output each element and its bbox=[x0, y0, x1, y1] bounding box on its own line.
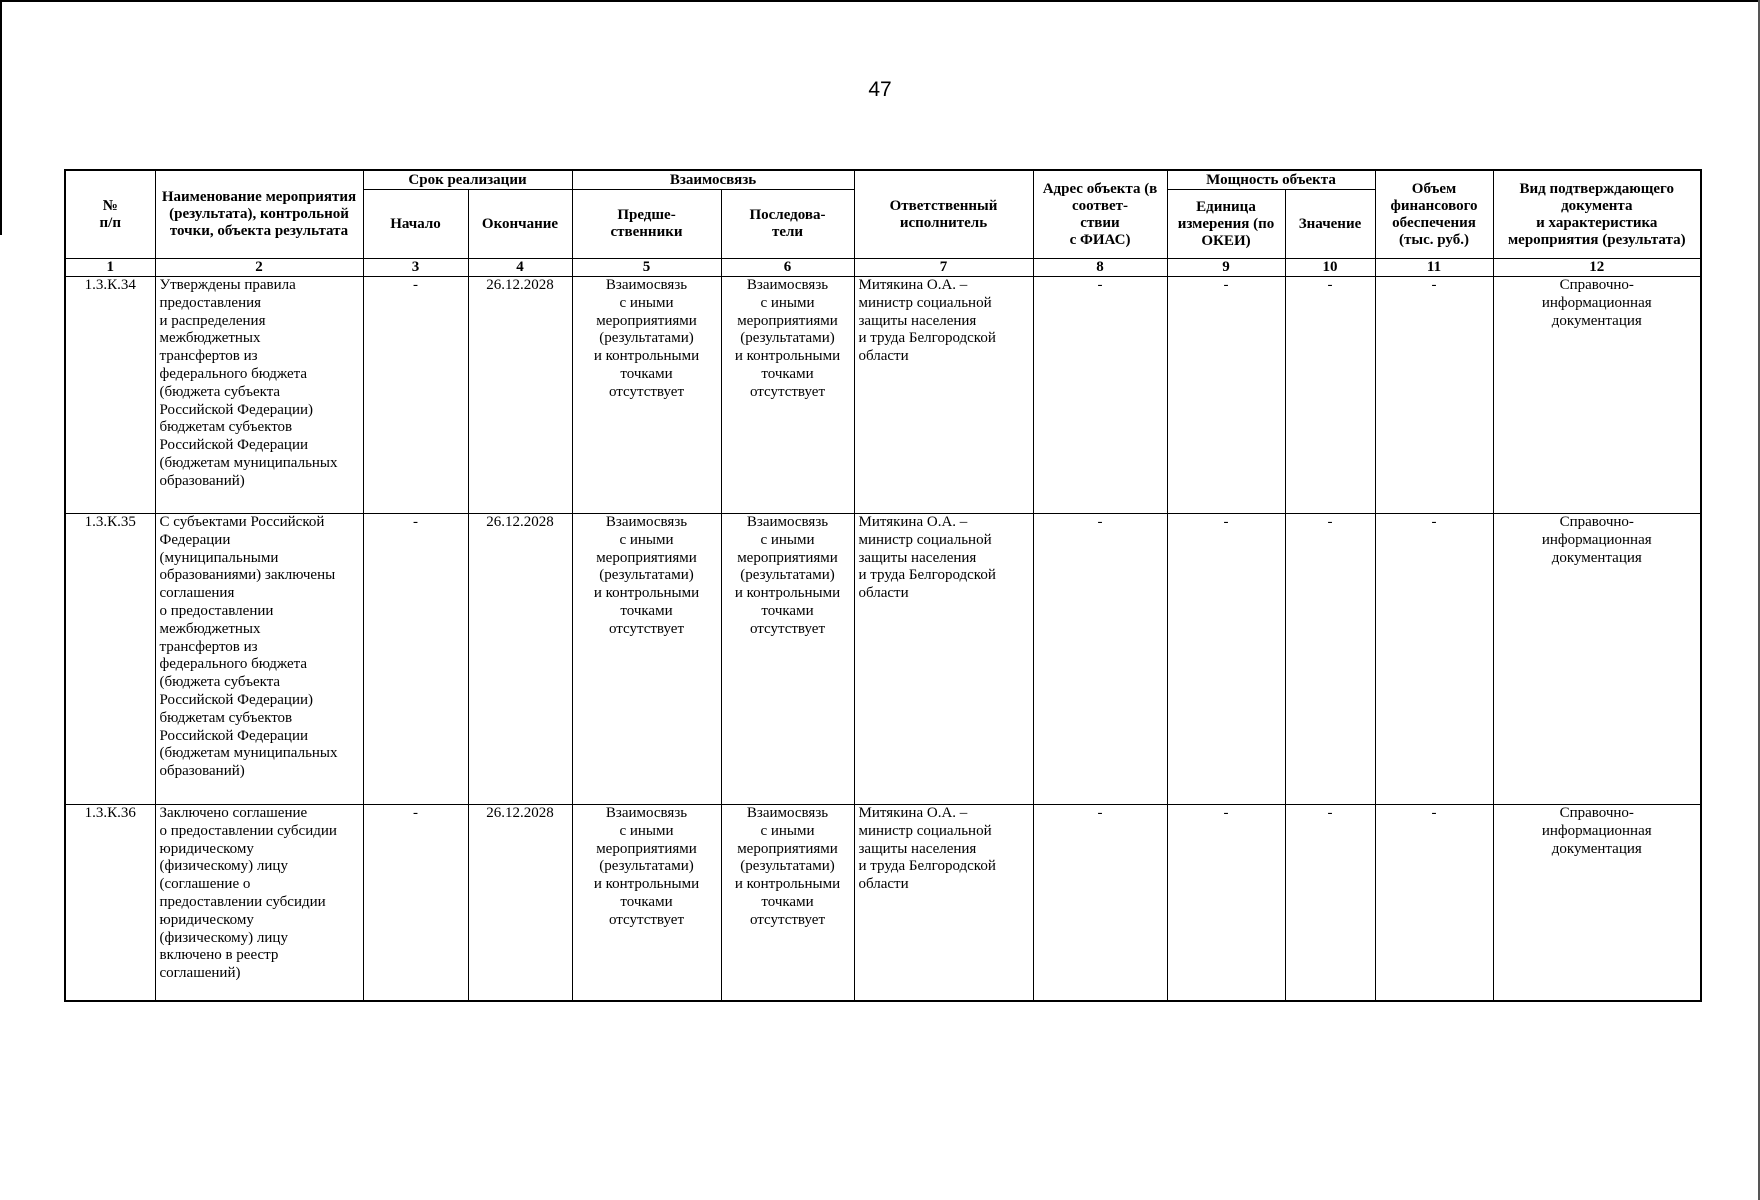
page-border-top bbox=[0, 0, 1760, 2]
header-end: Окончание bbox=[468, 190, 572, 259]
row-finance: - bbox=[1375, 514, 1493, 805]
column-number: 4 bbox=[468, 259, 572, 277]
header-predecessors: Предше- ственники bbox=[572, 190, 721, 259]
page-number: 47 bbox=[868, 78, 892, 101]
row-doc-type: Справочно- информационная документация bbox=[1493, 805, 1701, 1002]
row-unit: - bbox=[1167, 805, 1285, 1002]
column-number: 6 bbox=[721, 259, 854, 277]
row-unit: - bbox=[1167, 277, 1285, 514]
row-finance: - bbox=[1375, 277, 1493, 514]
table-row bbox=[65, 805, 1701, 1002]
column-number: 12 bbox=[1493, 259, 1701, 277]
header-value: Значение bbox=[1285, 190, 1375, 259]
column-number: 5 bbox=[572, 259, 721, 277]
row-responsible: Митякина О.А. – министр социальной защиты населения и труда Белгородской области bbox=[854, 514, 1033, 805]
column-numbers-row bbox=[65, 259, 1701, 277]
header-finance: Объем финансового обеспечения (тыс. руб.) bbox=[1375, 170, 1493, 259]
row-end: 26.12.2028 bbox=[468, 514, 572, 805]
row-predecessors: Взаимосвязь с иными мероприятиями (результатами) и контрольными точками отсутствует bbox=[572, 277, 721, 514]
row-id: 1.3.К.35 bbox=[65, 514, 155, 805]
header-responsible: Ответственный исполнитель bbox=[854, 170, 1033, 259]
header-term-group: Срок реализации bbox=[363, 170, 572, 190]
column-number: 10 bbox=[1285, 259, 1375, 277]
row-successors: Взаимосвязь с иными мероприятиями (результатами) и контрольными точками отсутствует bbox=[721, 277, 854, 514]
row-successors: Взаимосвязь с иными мероприятиями (результатами) и контрольными точками отсутствует bbox=[721, 805, 854, 1002]
column-number: 9 bbox=[1167, 259, 1285, 277]
row-predecessors: Взаимосвязь с иными мероприятиями (результатами) и контрольными точками отсутствует bbox=[572, 514, 721, 805]
row-end: 26.12.2028 bbox=[468, 805, 572, 1002]
row-start: - bbox=[363, 277, 468, 514]
row-responsible: Митякина О.А. – министр социальной защиты населения и труда Белгородской области bbox=[854, 805, 1033, 1002]
header-successors: Последова- тели bbox=[721, 190, 854, 259]
column-number: 11 bbox=[1375, 259, 1493, 277]
row-start: - bbox=[363, 805, 468, 1002]
table-row bbox=[65, 514, 1701, 805]
header-link-group: Взаимосвязь bbox=[572, 170, 854, 190]
row-successors: Взаимосвязь с иными мероприятиями (результатами) и контрольными точками отсутствует bbox=[721, 514, 854, 805]
row-address: - bbox=[1033, 805, 1167, 1002]
column-number: 2 bbox=[155, 259, 363, 277]
row-value: - bbox=[1285, 514, 1375, 805]
column-number: 8 bbox=[1033, 259, 1167, 277]
row-predecessors: Взаимосвязь с иными мероприятиями (результатами) и контрольными точками отсутствует bbox=[572, 805, 721, 1002]
header-capacity-group: Мощность объекта bbox=[1167, 170, 1375, 190]
table-body bbox=[65, 277, 1701, 1002]
row-address: - bbox=[1033, 277, 1167, 514]
row-value: - bbox=[1285, 805, 1375, 1002]
header-num: № п/п bbox=[65, 170, 155, 259]
column-number: 3 bbox=[363, 259, 468, 277]
column-number: 1 bbox=[65, 259, 155, 277]
row-doc-type: Справочно- информационная документация bbox=[1493, 277, 1701, 514]
row-name: Утверждены правила предоставления и распределения межбюджетных трансфертов из федерального бюджета (бюджета субъекта Российской Федерации) бюджетам субъектов Российской Федерации (бюджетам муниципальных образований) bbox=[155, 277, 363, 514]
header-address: Адрес объекта (в соответ- ствии с ФИАС) bbox=[1033, 170, 1167, 259]
row-finance: - bbox=[1375, 805, 1493, 1002]
page-border-left bbox=[0, 0, 2, 235]
table-header bbox=[65, 170, 1701, 277]
row-doc-type: Справочно- информационная документация bbox=[1493, 514, 1701, 805]
column-number: 7 bbox=[854, 259, 1033, 277]
row-id: 1.3.К.34 bbox=[65, 277, 155, 514]
row-value: - bbox=[1285, 277, 1375, 514]
header-start: Начало bbox=[363, 190, 468, 259]
row-name: С субъектами Российской Федерации (муниципальными образованиями) заключены соглашения о предоставлении межбюджетных трансфертов из федерального бюджета (бюджета субъекта Российской Федерации) бюджетам субъектов Российской Федерации (бюджетам муниципальных образований) bbox=[155, 514, 363, 805]
row-id: 1.3.К.36 bbox=[65, 805, 155, 1002]
row-end: 26.12.2028 bbox=[468, 277, 572, 514]
table-row bbox=[65, 277, 1701, 514]
plan-table bbox=[64, 169, 1702, 1002]
row-address: - bbox=[1033, 514, 1167, 805]
row-responsible: Митякина О.А. – министр социальной защиты населения и труда Белгородской области bbox=[854, 277, 1033, 514]
header-unit: Единица измерения (по ОКЕИ) bbox=[1167, 190, 1285, 259]
row-name: Заключено соглашение о предоставлении субсидии юридическому (физическому) лицу (соглашение о предоставлении субсидии юридическому (физическому) лицу включено в реестр соглашений) bbox=[155, 805, 363, 1002]
row-unit: - bbox=[1167, 514, 1285, 805]
row-start: - bbox=[363, 514, 468, 805]
header-name: Наименование мероприятия (результата), контрольной точки, объекта результата bbox=[155, 170, 363, 259]
header-doc-type: Вид подтверждающего документа и характеристика мероприятия (результата) bbox=[1493, 170, 1701, 259]
